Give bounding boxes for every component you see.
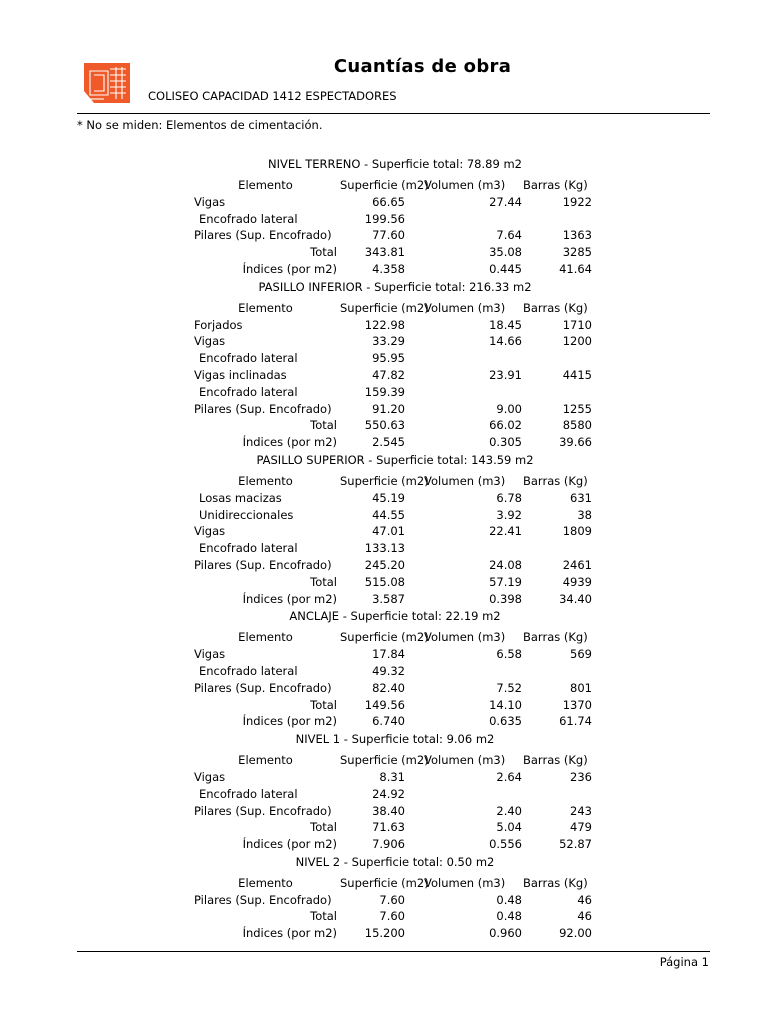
table-row [0, 591, 768, 608]
element-name: Índices (por m2) [242, 714, 337, 729]
surface-value: 6.740 [372, 714, 405, 729]
element-name: Unidireccionales [199, 507, 294, 522]
element-name: Índices (por m2) [242, 926, 337, 941]
element-name: Pilares (Sup. Encofrado) [194, 228, 332, 243]
bars-value: 46 [577, 892, 592, 907]
surface-value: 133.13 [364, 541, 405, 556]
bars-value: 2461 [562, 557, 592, 572]
surface-value: 159.39 [364, 384, 405, 399]
surface-value: 4.358 [372, 261, 405, 276]
column-header-volume: Volumen (m3) [424, 630, 506, 645]
bars-value: 61.74 [559, 714, 592, 729]
element-name: Pilares (Sup. Encofrado) [194, 680, 332, 695]
table-row [0, 557, 768, 574]
bars-value: 39.66 [559, 435, 592, 450]
table-row [0, 663, 768, 680]
bars-value: 243 [570, 803, 592, 818]
surface-value: 71.63 [372, 820, 405, 835]
surface-value: 149.56 [364, 697, 405, 712]
section-title: NIVEL 1 - Superficie total: 9.06 m2 [295, 732, 495, 747]
surface-value: 91.20 [372, 401, 405, 416]
table-row [0, 384, 768, 401]
surface-value: 47.82 [372, 367, 405, 382]
surface-value: 82.40 [372, 680, 405, 695]
bars-value: 1363 [562, 228, 592, 243]
volume-value: 2.40 [496, 803, 522, 818]
report-section [0, 155, 768, 278]
element-name: Índices (por m2) [242, 591, 337, 606]
column-header-volume: Volumen (m3) [424, 875, 506, 890]
element-name: Vigas inclinadas [194, 367, 287, 382]
table-row [0, 540, 768, 557]
table-row [0, 244, 768, 261]
bars-value: 479 [570, 820, 592, 835]
element-name: Pilares (Sup. Encofrado) [194, 803, 332, 818]
column-header-row [0, 752, 768, 769]
table-row [0, 333, 768, 350]
section-title: NIVEL TERRENO - Superficie total: 78.89 m2 [268, 157, 522, 171]
project-subtitle: COLISEO CAPACIDAD 1412 ESPECTADORES [148, 89, 397, 103]
element-name: Encofrado lateral [199, 663, 298, 678]
table-row [0, 261, 768, 278]
volume-value: 18.45 [489, 317, 522, 332]
table-row [0, 350, 768, 367]
column-header-surface: Superficie (m2) [340, 753, 429, 768]
table-row [0, 769, 768, 786]
bars-value: 1710 [562, 317, 592, 332]
element-name: Vigas [194, 769, 226, 784]
column-header-row [0, 629, 768, 646]
column-header-element: Elemento [238, 300, 293, 315]
volume-value: 0.398 [489, 591, 522, 606]
column-header-row [0, 177, 768, 194]
table-row [0, 803, 768, 820]
table-row [0, 490, 768, 507]
table-row [0, 819, 768, 836]
bars-value: 52.87 [559, 837, 592, 852]
column-header-bars: Barras (Kg) [523, 178, 588, 192]
element-name: Total [310, 820, 337, 835]
table-row [0, 434, 768, 451]
surface-value: 15.200 [364, 926, 405, 941]
volume-value: 27.44 [489, 194, 522, 209]
volume-value: 35.08 [489, 245, 522, 260]
element-name: Encofrado lateral [199, 211, 298, 226]
surface-value: 44.55 [372, 507, 405, 522]
bars-value: 92.00 [559, 926, 592, 941]
column-header-element: Elemento [238, 753, 293, 768]
section-title: PASILLO INFERIOR - Superficie total: 216.33 m2 [258, 279, 532, 294]
column-header-surface: Superficie (m2) [340, 300, 429, 315]
volume-value: 23.91 [489, 367, 522, 382]
bars-value: 1255 [562, 401, 592, 416]
bars-value: 4939 [562, 574, 592, 589]
volume-value: 0.556 [489, 837, 522, 852]
column-header-bars: Barras (Kg) [523, 753, 588, 768]
volume-value: 7.64 [496, 228, 522, 243]
surface-value: 24.92 [372, 786, 405, 801]
table-row [0, 227, 768, 244]
table-row [0, 367, 768, 384]
element-name: Pilares (Sup. Encofrado) [194, 557, 332, 572]
bars-value: 1200 [562, 334, 592, 349]
volume-value: 22.41 [489, 524, 522, 539]
surface-value: 3.587 [372, 591, 405, 606]
table-row [0, 523, 768, 540]
volume-value: 3.92 [496, 507, 522, 522]
table-row [0, 836, 768, 853]
column-header-bars: Barras (Kg) [523, 300, 588, 315]
volume-value: 0.445 [489, 261, 522, 276]
volume-value: 24.08 [489, 557, 522, 572]
report-section [0, 451, 768, 607]
surface-value: 245.20 [364, 557, 405, 572]
element-name: Encofrado lateral [199, 786, 298, 801]
volume-value: 2.64 [496, 769, 522, 784]
bars-value: 1809 [562, 524, 592, 539]
surface-value: 17.84 [372, 647, 405, 662]
element-name: Vigas [194, 334, 226, 349]
bars-value: 4415 [562, 367, 592, 382]
column-header-row [0, 875, 768, 892]
bars-value: 3285 [562, 245, 592, 260]
table-row [0, 211, 768, 228]
column-header-element: Elemento [238, 473, 293, 488]
element-name: Vigas [194, 647, 226, 662]
quantities-report [0, 155, 768, 942]
surface-value: 77.60 [372, 228, 405, 243]
element-name: Total [310, 697, 337, 712]
report-section [0, 607, 768, 730]
section-title: NIVEL 2 - Superficie total: 0.50 m2 [295, 854, 495, 869]
element-name: Losas macizas [199, 490, 282, 505]
element-name: Total [310, 418, 337, 433]
table-row [0, 892, 768, 909]
surface-value: 8.31 [379, 769, 405, 784]
element-name: Índices (por m2) [242, 837, 337, 852]
volume-value: 14.66 [489, 334, 522, 349]
column-header-surface: Superficie (m2) [340, 875, 429, 890]
volume-value: 0.960 [489, 926, 522, 941]
element-name: Índices (por m2) [242, 435, 337, 450]
element-name: Encofrado lateral [199, 541, 298, 556]
bars-value: 38 [577, 507, 592, 522]
column-header-surface: Superficie (m2) [340, 178, 429, 192]
table-row [0, 507, 768, 524]
surface-value: 38.40 [372, 803, 405, 818]
table-row [0, 401, 768, 418]
surface-value: 7.60 [379, 892, 405, 907]
column-header-element: Elemento [238, 178, 293, 192]
surface-value: 95.95 [372, 351, 405, 366]
surface-value: 343.81 [364, 245, 405, 260]
table-row [0, 317, 768, 334]
volume-value: 0.48 [496, 909, 522, 924]
surface-value: 47.01 [372, 524, 405, 539]
bars-value: 1922 [562, 194, 592, 209]
volume-value: 9.00 [496, 401, 522, 416]
bars-value: 801 [570, 680, 592, 695]
column-header-bars: Barras (Kg) [523, 473, 588, 488]
page-number: Página 1 [659, 955, 709, 969]
bars-value: 41.64 [559, 261, 592, 276]
surface-value: 7.906 [372, 837, 405, 852]
report-section [0, 853, 768, 942]
column-header-volume: Volumen (m3) [424, 300, 506, 315]
column-header-bars: Barras (Kg) [523, 630, 588, 645]
volume-value: 14.10 [489, 697, 522, 712]
surface-value: 550.63 [364, 418, 405, 433]
column-header-surface: Superficie (m2) [340, 473, 429, 488]
surface-value: 66.65 [372, 194, 405, 209]
table-row [0, 194, 768, 211]
footer-divider [77, 951, 710, 952]
volume-value: 7.52 [496, 680, 522, 695]
table-row [0, 697, 768, 714]
table-row [0, 713, 768, 730]
column-header-element: Elemento [238, 630, 293, 645]
surface-value: 199.56 [364, 211, 405, 226]
page-title: Cuantías de obra [333, 56, 512, 77]
table-row [0, 574, 768, 591]
element-name: Pilares (Sup. Encofrado) [194, 401, 332, 416]
volume-value: 6.78 [496, 490, 522, 505]
surface-value: 515.08 [364, 574, 405, 589]
volume-value: 5.04 [496, 820, 522, 835]
volume-value: 57.19 [489, 574, 522, 589]
element-name: Encofrado lateral [199, 384, 298, 399]
table-row [0, 908, 768, 925]
element-name: Forjados [194, 317, 243, 332]
column-header-bars: Barras (Kg) [523, 875, 588, 890]
bars-value: 569 [570, 647, 592, 662]
bars-value: 1370 [562, 697, 592, 712]
volume-value: 6.58 [496, 647, 522, 662]
column-header-volume: Volumen (m3) [424, 178, 506, 192]
element-name: Índices (por m2) [242, 261, 337, 276]
table-row [0, 646, 768, 663]
column-header-row [0, 300, 768, 317]
element-name: Total [310, 909, 337, 924]
bars-value: 236 [570, 769, 592, 784]
column-header-element: Elemento [238, 875, 293, 890]
surface-value: 49.32 [372, 663, 405, 678]
element-name: Vigas [194, 524, 226, 539]
surface-value: 122.98 [364, 317, 405, 332]
element-name: Pilares (Sup. Encofrado) [194, 892, 332, 907]
table-row [0, 786, 768, 803]
column-header-volume: Volumen (m3) [424, 753, 506, 768]
section-title: PASILLO SUPERIOR - Superficie total: 143.59 m2 [256, 452, 534, 467]
volume-value: 0.305 [489, 435, 522, 450]
table-row [0, 680, 768, 697]
volume-value: 66.02 [489, 418, 522, 433]
report-section [0, 730, 768, 853]
volume-value: 0.48 [496, 892, 522, 907]
column-header-volume: Volumen (m3) [424, 473, 506, 488]
element-name: Vigas [194, 194, 226, 209]
element-name: Total [310, 245, 337, 260]
surface-value: 7.60 [379, 909, 405, 924]
surface-value: 33.29 [372, 334, 405, 349]
surface-value: 2.545 [372, 435, 405, 450]
header-divider [77, 113, 710, 114]
table-row [0, 417, 768, 434]
element-name: Total [310, 574, 337, 589]
bars-value: 34.40 [559, 591, 592, 606]
column-header-row [0, 473, 768, 490]
column-header-surface: Superficie (m2) [340, 630, 429, 645]
measurement-note: * No se miden: Elementos de cimentación. [77, 118, 323, 132]
bars-value: 8580 [562, 418, 592, 433]
table-row [0, 925, 768, 942]
section-title: ANCLAJE - Superficie total: 22.19 m2 [289, 609, 501, 624]
element-name: Encofrado lateral [199, 351, 298, 366]
bars-value: 46 [577, 909, 592, 924]
volume-value: 0.635 [489, 714, 522, 729]
bars-value: 631 [570, 490, 592, 505]
report-section [0, 278, 768, 451]
surface-value: 45.19 [372, 490, 405, 505]
